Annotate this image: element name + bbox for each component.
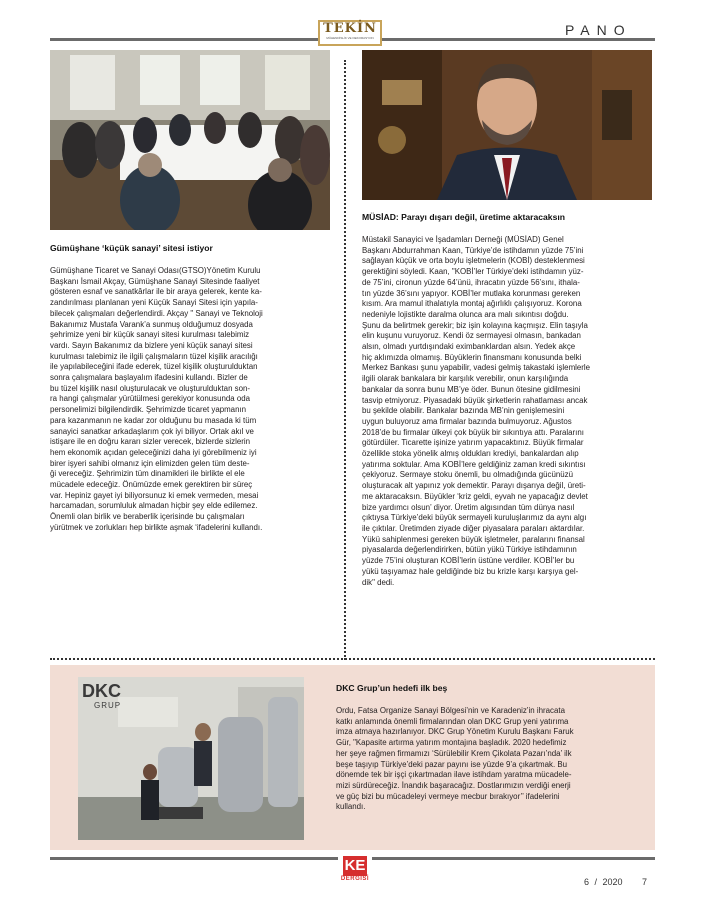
page-number: 7 <box>642 877 648 887</box>
logo-name: TEKİN <box>323 21 377 36</box>
meeting-photo <box>50 50 330 230</box>
article-1-headline: Gümüşhane ‘küçük sanayi’ sitesi istiyor <box>50 243 213 253</box>
article-2-headline: MÜSİAD: Parayı dışarı değil, üretime aktaracaksın <box>362 212 565 222</box>
page-info <box>584 877 647 887</box>
logo-subtitle: MÜHENDİSLİK VE DEKORASYON <box>326 36 374 40</box>
publisher-logo <box>318 20 382 46</box>
article-1-body: Gümüşhane Ticaret ve Sanayi Odası(GTSO)Yönetim Kurulu Başkanı İsmail Akçay, Gümüşhane Sanayi Sitesinde faaliyet gösteren esnaf ve sanatkârlar ile bir araya gelerek, kente ka- zandırılması planlanan yeni Küçük Sanayi Sitesi için yapıla- bilecek çalışmaları değerlendirdi. Akçay " Sanayi ve Teknoloji Bakanımız Mustafa Varank’a sunmuş olduğumuz dosyada şehrimize yeni bir küçük sanayi sitesi kurulması talebimiz vardı. Sayın Bakanımız da bizlere yeni küçük sanayi sitesi kurulması talebimiz ile ilgili çalışmaların tüzel kişilik aracılığı ile yapılabileceğini ifade ederek, tüzel kişilik oluşturulduktan sonra çalışmalara başlayalım ifadesini kullandı. Bizler de bu tüzel kişilik nasıl oluşturulacak ve oluşturulduktan son- ra hangi çalışmalar yürütülmesi gerekiyor konusunda oda personelimizi bilgilendirdik. Şehrimizde ticaret yapmanın para kazanmanın ne kadar zor olduğunu bu masada ki tüm sanayici sanatkar arkadaşlarım çok iyi biliyor. Ortak akıl ve istişare ile en doğru kararı sizler verecek, bizlerde sizlerin hem ekonomik açıdan geleceğinizi daha iyi görebilmeniz iyi birer işyeri sahibi olmanız için elimizden gelen tüm deste- ği vereceğiz. Şehrimizin tüm dinamikleri ile birlikte el ele mücadele edeceğiz. Önümüzde emek gerektiren bir süreç var. Hepiniz gayet iyi biliyorsunuz ki emek vermeden, mesai harcamadan, sorumluluk almadan hiçbir şey elde edilemez. Önemli olan birlik ve beraberlik içerisinde bu çalışmaları yürütmek ve zorlukları hep birlikte aşmak ‘ifadelerini kullandı. <box>50 266 263 532</box>
magazine-logo-sub: DERGİSİ <box>340 876 370 882</box>
dkc-sign-brand: DKC <box>82 681 121 701</box>
portrait-photo <box>362 50 652 200</box>
article-3-body: Ordu, Fatsa Organize Sanayi Bölgesi’nin ve Karadeniz’in ihracata katkı anlamında önemli firmalarından olan DKC Grup yeni yatırıma imza atmaya hazırlanıyor. DKC Grup Yönetim Kurulu Başkanı Faruk Gür, "Kapasite artırma yatırım montajına başladık. 2020 hedefimiz her şeye rağmen firmamızı ‘Sürülebilir Krem Çikolata Pazarı’nda’ ilk beşe taşıyıp Türkiye’deki pazar payını ise yüzde 9’a çıkartmak. Bu dönemde tek bir işçi çıkartmadan ilave istihdam yaratma mücadele- mizi sürdüreceğiz. İnandık başaracağız. Dostlarımızın verdiği enerji ve güç bizi bu mücadeleyi vermeye mecbur bırakıyor’’ ifadelerini kullandı. <box>336 706 574 812</box>
column-divider <box>344 60 346 660</box>
article-3-headline: DKC Grup’un hedefi ilk beş <box>336 683 448 693</box>
magazine-logo-mark: KE <box>344 857 366 874</box>
magazine-logo <box>338 852 372 892</box>
issue-date: 6 / 2020 <box>584 877 623 887</box>
section-label: PANO <box>565 22 632 38</box>
factory-photo <box>78 677 304 840</box>
dkc-sign-sub: GRUP <box>94 701 122 710</box>
section-divider <box>50 658 655 660</box>
article-2-body: Müstakil Sanayici ve İşadamları Derneği (MÜSİAD) Genel Başkanı Abdurrahman Kaan, Türkiye’de istihdamın yüzde 75’ini sağlayan küçük ve orta boylu işletmelerin (KOBİ) desteklenmesi gerektiğini söyledi. Kaan, "KOBİ’ler Türkiye’deki istihdamın yüz- de 75’ini, cironun yüzde 64’ünü, ihracatın yüzde 56’sını, ithala- tın yüzde 36’sını yapıyor. KOBİ’ler mutlaka korunması gereken kısım. Ara mamul ithalatıyla montaj ağırlıklı çalışıyoruz. Korona nedeniyle lojistikte daralma olunca ara malı sıkıntısı doğdu. Şunu da belirtmek gerekir; biz işin kolayına kaçmışız. Elin taşıyla elin kuşunu vuruyoruz. Kendi öz sermayesi olmasın, bankadan alsın, olmadı yurtdışındaki eximbanklardan alsın. Yedek akçe hiç aklımızda olmamış. Büyüklerin finansmanı konusunda belki Merkez Bankası şunu yapabilir, vadesi gelmiş takastaki işlemlerle ilgili olarak bankalara bir karşılık verebilir, onun karşılığında bankalar da sonra bunu MB’ye öder. Bunun ötesine gidilmesini tasvip etmiyoruz. Piyasadaki büyük şirketlerin rahatlaması ancak bu şekilde olabilir. Bankalar bazında MB’nin genişlemesini uygun buluyoruz ama firmalar bazında bulmuyoruz. Ağustos 2018’de bu firmalar ülkeyi çok büyük bir sıkıntıya attı. Paralarını götürdüler. Ticarette işinize yatırım yapacaktınız. Büyük firmalar özellikle stoka yönelik almış oldukları krediyi, bankalardan alıp yatırıma soktular. Ama KOBİ’lere geldiğiniz zaman kredi sıkıntısı çekiyoruz. Sermaye stoku önemli, bu olmadığında gücünüzü oluşturacak alt yapınız yok demektir. Parayı dışarıya değil, üreti- me aktaracaksın. Büyükler ‘kriz geldi, eyvah ne yapacağız devlet bize yardımcı olsun’ diyor. Üretim algısından tüm dünya nasıl çıktıysa Türkiye’deki büyük sermayeli kuruluşlarımız da aynı algı ile çıktılar. Üretimden ziyade diğer piyasalara paraları aktardılar. Yükü sahiplenmesi gereken büyük işletmeler, paralarını finansal piyasalarda değerlendirirken, bütün yükü Türkiye istihdamının yüzde 75’ini oluşturan KOBİ’lerin üstüne verdiler. KOBİ’ler bu yükü taşıyamaz hale geldiğinde biz bu krizle karşı karşıya gel- dik" dedi. <box>362 235 591 587</box>
